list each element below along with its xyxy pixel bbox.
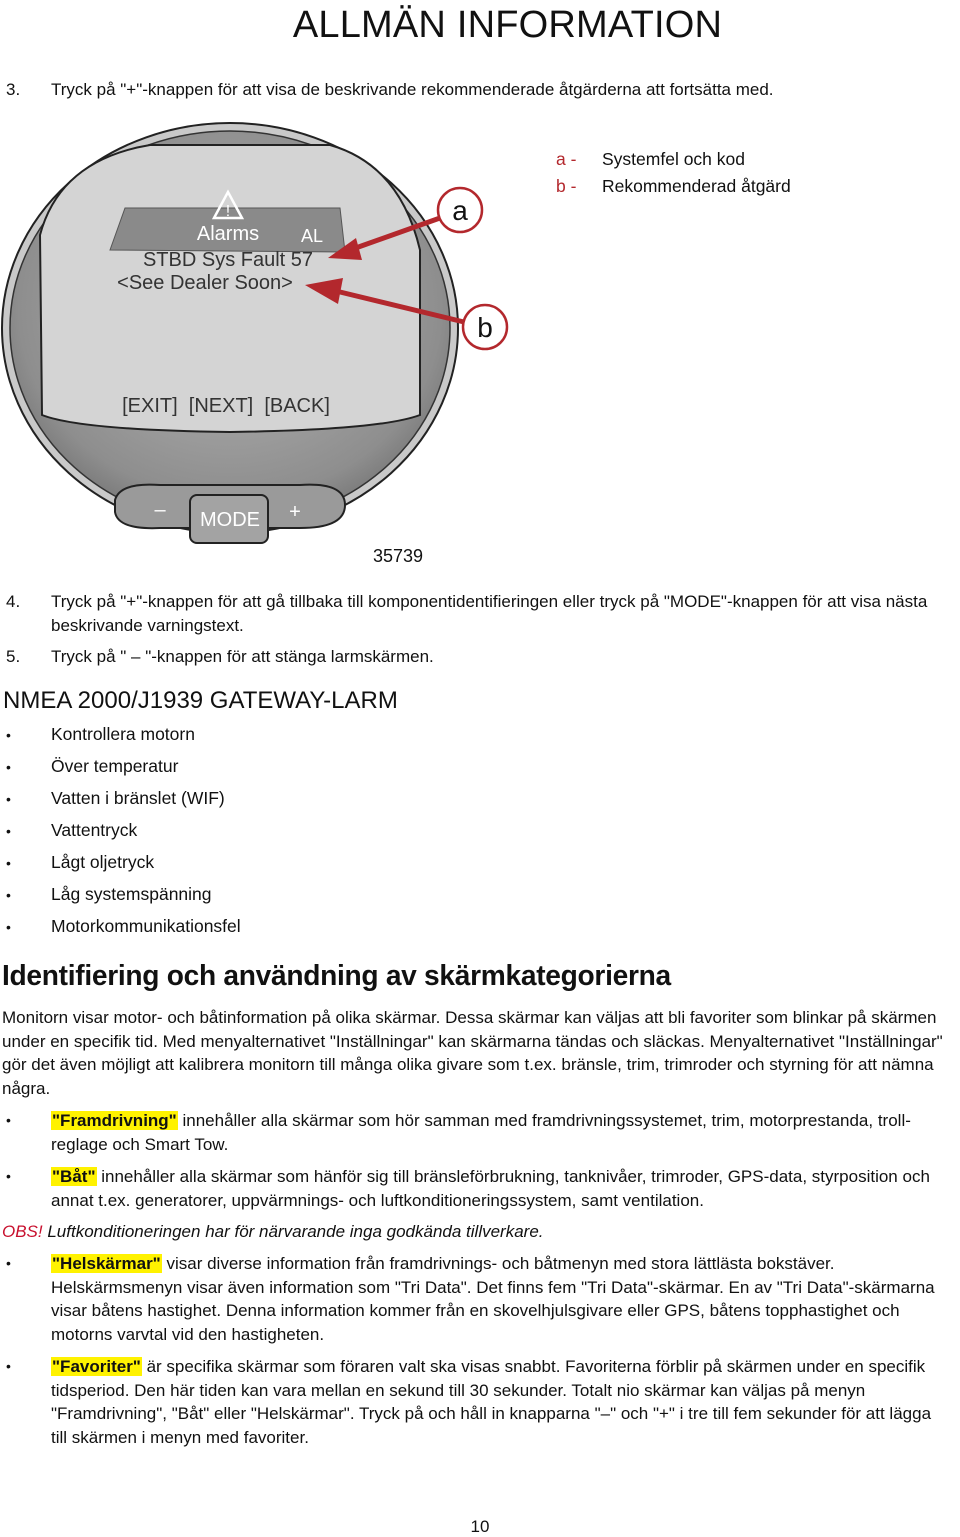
step-number: 4. (6, 592, 21, 611)
list-item: • "Framdrivning" innehåller alla skärmar som hör samman med framdrivningssystemet, trim, motorprestanda, troll-reglage och Smart Tow. (6, 1111, 911, 1154)
page-title: ALLMÄN INFORMATION (292, 4, 723, 46)
list-item: • Över temperatur (6, 756, 179, 776)
minus-button-label: – (154, 499, 166, 521)
term-highlight: "Båt" (52, 1167, 96, 1186)
list-item: • Lågt oljetryck (6, 852, 155, 872)
section-intro: Monitorn visar motor- och båtinformation på olika skärmar. Dessa skärmar kan väljas att bli favoriter som blinkar på skärmen under en specifik tid. Med menyalternativet "Inställningar" kan skärmarna tändas och släckas. Menyalternativet "Inställningar" gör det även möjligt att kalibrera monitorn till många olika givare som t.ex. bränsle, trim, trimroder och styrning för att nämna några. (2, 1008, 943, 1098)
list-item: • Motorkommunikationsfel (6, 916, 241, 936)
term-highlight: "Favoriter" (52, 1357, 141, 1376)
note-text: Luftkonditioneringen har för närvarande inga godkända tillverkare. (42, 1222, 544, 1241)
figure-legend (556, 146, 791, 200)
list-item: • "Helskärmar" visar diverse information från framdrivnings- och båtmenyn med stora lättlästa bokstäver. Helskärmsmenyn visar även information som "Tri Data". Det finns fem "Tri Data"-skärmar. En av "Tri Data"-skärmarna visar båtens hastighet. Denna information kommer från en skovelhjulsgivare eller GPS, båtens topphastighet och motorns varvtal vid den hastigheten. (6, 1254, 935, 1344)
list-item: • "Favoriter" är specifika skärmar som föraren valt ska visas snabbt. Favoriterna förblir på skärmen under en specifik tidsperiod. Den här tiden kan vara mellan en sekund till 30 sekunder. Totalt nio skärmar kan väljas på menyn "Framdrivning", "Båt" eller "Helskärmar". Tryck på och håll in knapparna "–" och "+" i tre till fem sekunder för att lägga till skärmen i menyn med favoriter. (6, 1357, 932, 1447)
svg-text:!: ! (225, 203, 231, 220)
note (2, 1220, 544, 1244)
fault-text: STBD Sys Fault 57 (142, 249, 314, 271)
note-label: OBS! (2, 1222, 43, 1241)
step-4 (0, 590, 960, 638)
legend-item-b: b - Rekommenderad åtgärd (556, 176, 791, 196)
list-item: • Låg systemspänning (6, 884, 212, 904)
term-highlight: "Framdrivning" (52, 1111, 177, 1130)
page-number: 10 (470, 1517, 490, 1536)
step-number: 3. (6, 80, 21, 99)
dealer-text: <See Dealer Soon> (117, 272, 293, 294)
list-item: • "Båt" innehåller alla skärmar som hänför sig till bränsleförbrukning, tanknivåer, trimroder, GPS-data, styrposition och annat t.ex. generatorer, uppvärmnings- och luftkonditioneringssystem, samt ventilation. (6, 1167, 930, 1210)
al-label: AL (300, 226, 324, 246)
step-number: 5. (6, 647, 21, 666)
gauge-figure (0, 120, 560, 580)
legend-item-a: a - Systemfel och kod (556, 149, 745, 169)
step-5 (0, 645, 960, 669)
figure-code: 35739 (372, 546, 424, 566)
alarms-label: Alarms (196, 223, 260, 245)
mode-button-label: MODE (200, 509, 260, 531)
step-text: Tryck på " – "-knappen för att stänga larmskärmen. (51, 647, 434, 666)
list-item: • Vatten i bränslet (WIF) (6, 788, 225, 808)
plus-button-label: + (289, 501, 301, 523)
callout-b: b (477, 312, 493, 343)
list-item: • Vattentryck (6, 820, 138, 840)
nmea-heading: NMEA 2000/J1939 GATEWAY-LARM (3, 687, 398, 714)
section-heading: Identifiering och användning av skärmkategorierna (2, 960, 671, 992)
list-item: • Kontrollera motorn (6, 724, 195, 744)
nav-text: [EXIT] [NEXT] [BACK] (122, 395, 330, 417)
callout-a: a (452, 195, 468, 226)
term-highlight: "Helskärmar" (52, 1254, 161, 1273)
step-text: Tryck på "+"-knappen för att visa de beskrivande rekommenderade åtgärderna att fortsätta med. (51, 80, 774, 99)
step-text: Tryck på "+"-knappen för att gå tillbaka till komponentidentifieringen eller tryck på "MODE"-knappen för att visa nästa beskrivande varningstext. (51, 592, 928, 635)
button-bar (115, 485, 345, 543)
step-3 (0, 78, 960, 102)
